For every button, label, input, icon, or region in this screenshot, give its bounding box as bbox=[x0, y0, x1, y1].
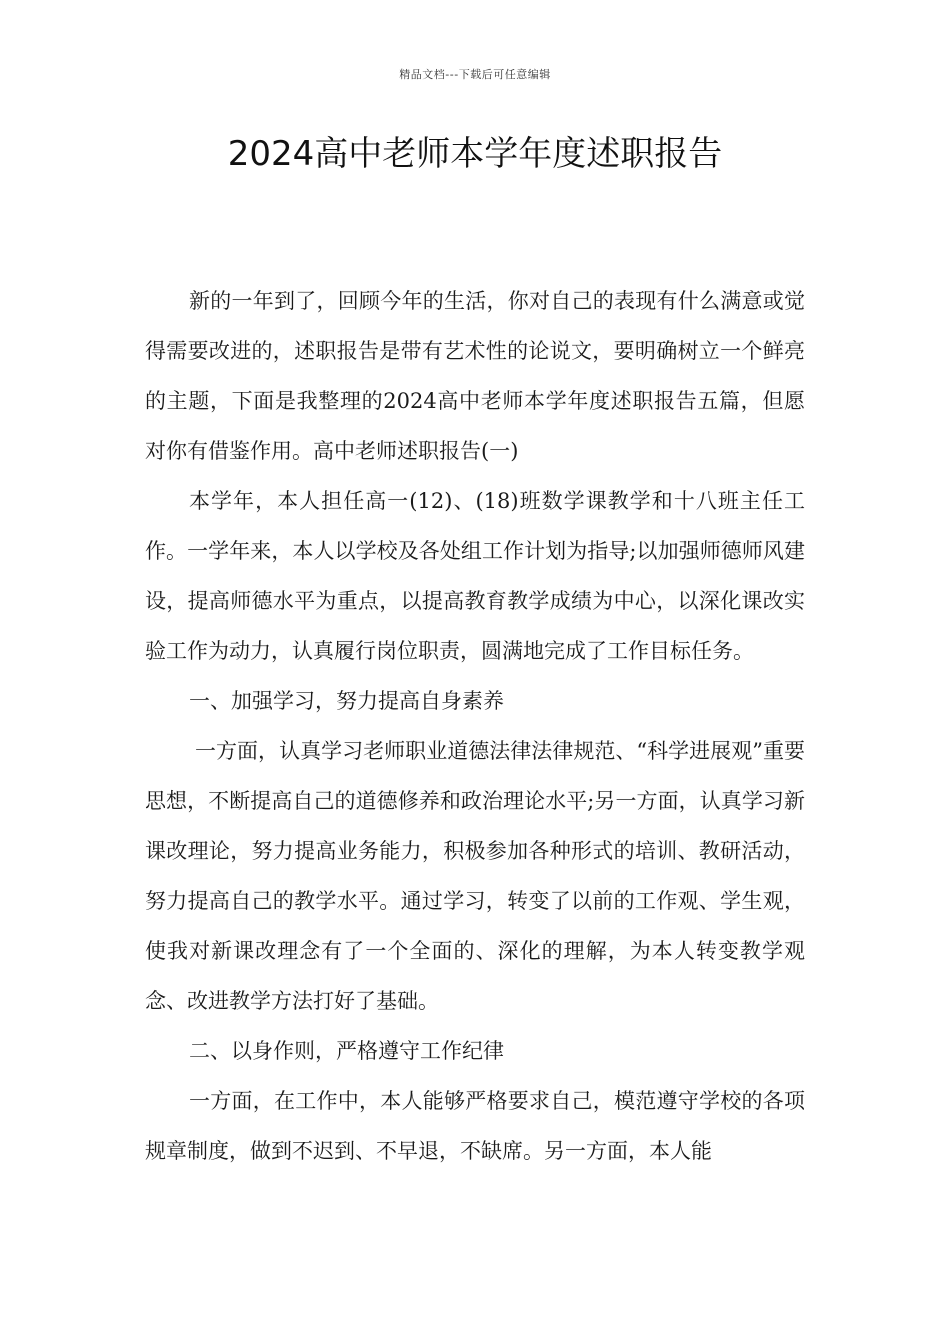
section-heading-1: 一、加强学习，努力提高自身素养 bbox=[189, 689, 504, 713]
document-body bbox=[145, 276, 805, 1176]
paragraph-intro: 新的一年到了，回顾今年的生活，你对自己的表现有什么满意或觉得需要改进的，述职报告是带有艺术性的论说文，要明确树立一个鲜亮的主题，下面是我整理的2024高中老师本学年度述职报告五篇，但愿对你有借鉴作用。高中老师述职报告(一) bbox=[145, 289, 805, 463]
header-note: 精品文档---下载后可任意编辑 bbox=[399, 68, 551, 81]
section-heading-2: 二、以身作则，严格遵守工作纪律 bbox=[189, 1039, 504, 1063]
paragraph-section-1: 一方面，认真学习老师职业道德法律法律规范、“科学进展观”重要思想，不断提高自己的道德修养和政治理论水平;另一方面，认真学习新课改理论，努力提高业务能力，积极参加各种形式的培训、教研活动，努力提高自己的教学水平。通过学习，转变了以前的工作观、学生观，使我对新课改理念有了一个全面的、深化的理解，为本人转变教学观念、改进教学方法打好了基础。 bbox=[145, 739, 805, 1013]
document-title: 2024高中老师本学年度述职报告 bbox=[227, 134, 723, 174]
paragraph-section-2: 一方面，在工作中，本人能够严格要求自己，模范遵守学校的各项规章制度，做到不迟到、不早退，不缺席。另一方面，本人能 bbox=[145, 1089, 805, 1163]
paragraph-overview: 本学年，本人担任高一(12)、(18)班数学课教学和十八班主任工作。一学年来，本人以学校及各处组工作计划为指导;以加强师德师风建设，提高师德水平为重点，以提高教育教学成绩为中心，以深化课改实验工作为动力，认真履行岗位职责，圆满地完成了工作目标任务。 bbox=[145, 489, 805, 663]
